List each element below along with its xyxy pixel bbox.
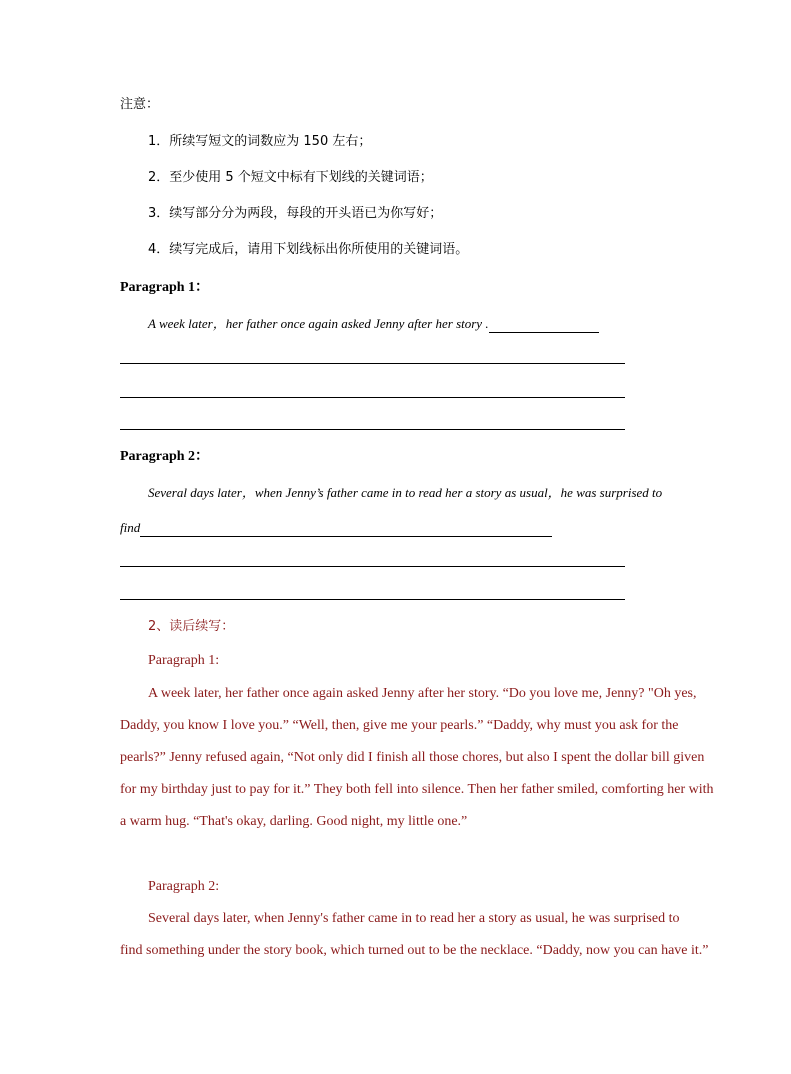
notes-heading: 注意：: [120, 97, 160, 112]
paragraph2-label: Paragraph 2：: [120, 449, 210, 464]
writing-line: [120, 429, 625, 430]
paragraph2-prompt-line1: Several days later，when Jenny’s father came in to read her a story as usual，he was surprised to: [148, 485, 663, 500]
answer-paragraph2-line: find something under the story book, which turned out to be the necklace. “Daddy, now you can have it.”: [120, 943, 709, 958]
answer-paragraph1-line: for my birthday just to pay for it.” They both fell into silence. Then her father smiled, comforting her with: [120, 782, 714, 797]
paragraph1-prompt: A week later，her father once again asked Jenny after her story .: [148, 316, 489, 331]
notes-item-3: 3．续写部分分为两段，每段的开头语已为你写好；: [148, 206, 443, 221]
answer-paragraph1-line: Daddy, you know I love you.” “Well, then, give me your pearls.” “Daddy, why must you ask for the: [120, 718, 679, 733]
writing-line: [120, 566, 625, 567]
notes-item-4: 4．续写完成后，请用下划线标出你所使用的关键词语。: [148, 242, 469, 257]
paragraph1-label: Paragraph 1：: [120, 280, 210, 295]
answer-paragraph1-line: A week later, her father once again asked Jenny after her story. “Do you love me, Jenny? "Oh yes,: [148, 686, 697, 701]
notes-item-1: 1．所续写短文的词数应为 150 左右；: [148, 134, 372, 149]
answer-paragraph1-label: Paragraph 1:: [148, 653, 220, 668]
answer-paragraph2-label: Paragraph 2:: [148, 879, 220, 894]
paragraph2-prompt-line2-row: [120, 519, 552, 537]
writing-line: [120, 599, 625, 600]
paragraph2-prompt-line2: find: [120, 520, 141, 535]
answer-paragraph2-line: Several days later, when Jenny's father came in to read her a story as usual, he was surprised to: [148, 911, 680, 926]
paragraph1-prompt-row: [148, 315, 599, 333]
writing-line: [120, 363, 625, 364]
paragraph1-blank: [489, 318, 599, 333]
answer-paragraph1-line: pearls?” Jenny refused again, “Not only did I finish all those chores, but also I spent the dollar bill given: [120, 750, 705, 765]
answer-paragraph1-line: a warm hug. “That's okay, darling. Good night, my little one.”: [120, 814, 468, 829]
writing-line: [120, 397, 625, 398]
paragraph2-blank: [140, 522, 552, 537]
notes-item-2: 2．至少使用 5 个短文中标有下划线的关键词语；: [148, 170, 433, 185]
answer-heading: 2、读后续写：: [148, 619, 235, 634]
